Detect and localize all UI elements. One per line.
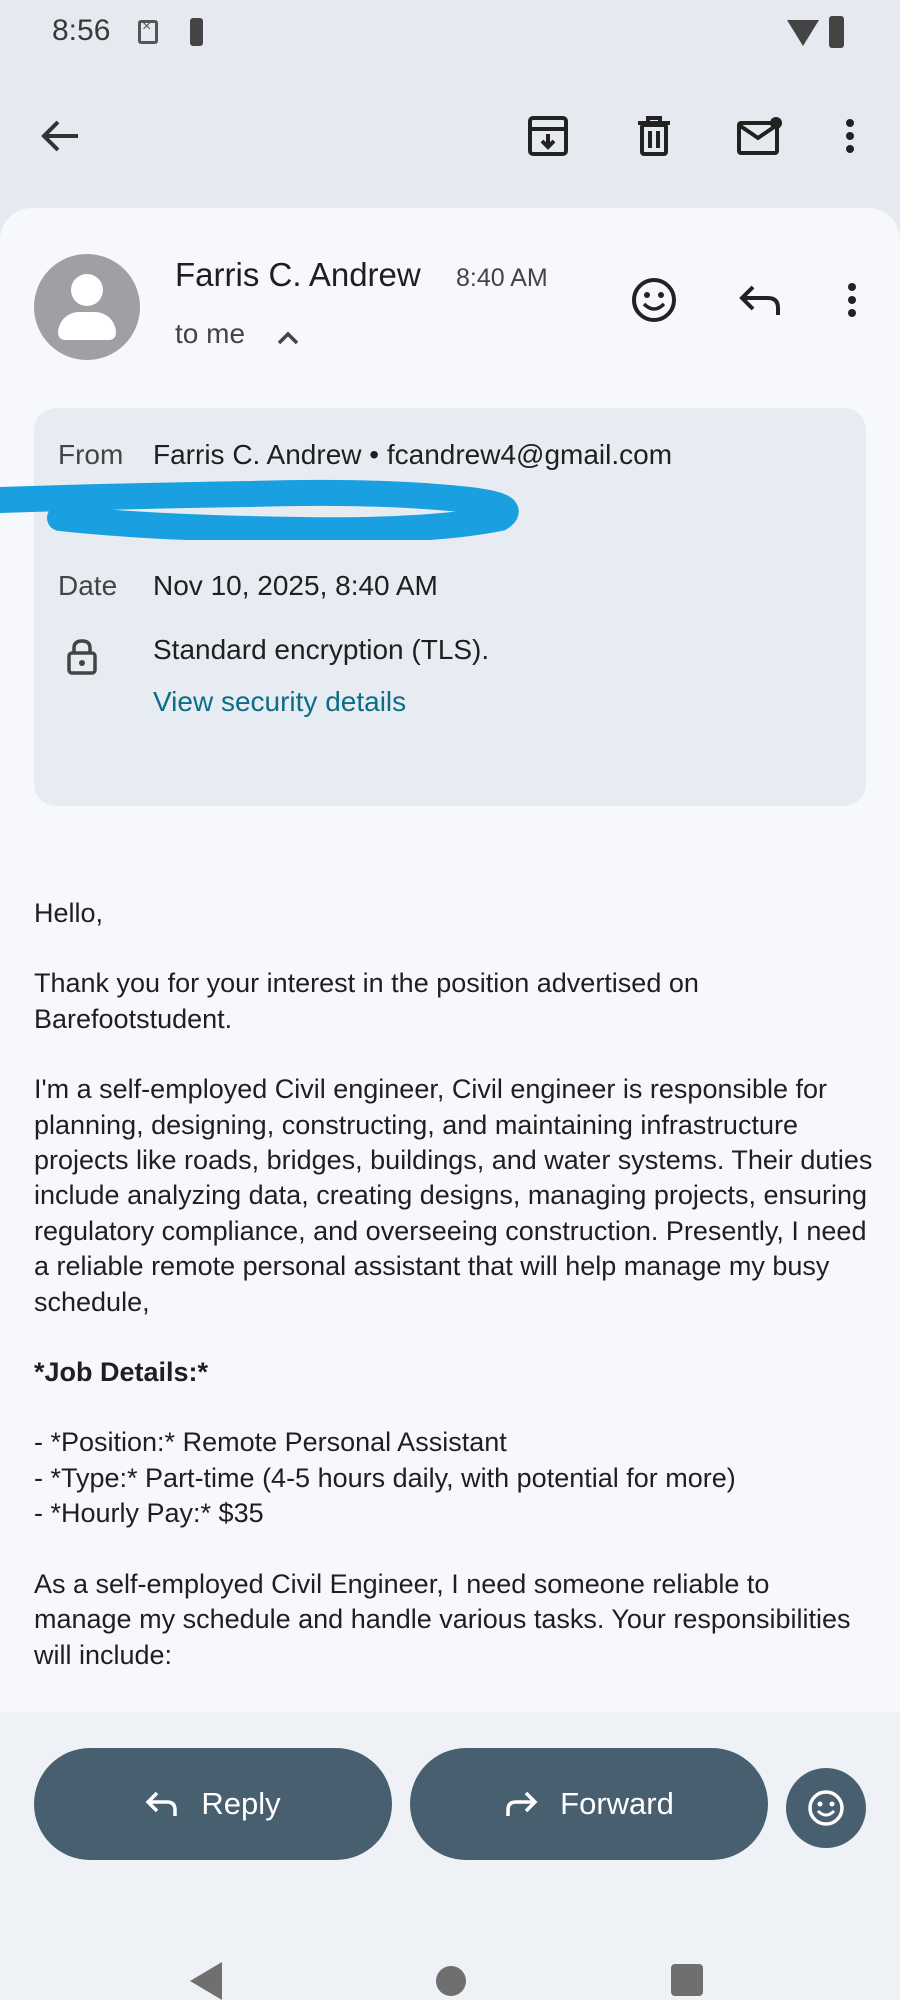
system-recents-icon[interactable] [671, 1964, 703, 1996]
system-home-icon[interactable] [436, 1966, 466, 1996]
greeting: Hello, [34, 898, 104, 928]
lock-icon [62, 636, 102, 676]
emoji-icon [807, 1789, 845, 1827]
from-label: From [58, 439, 124, 470]
forward-label: Forward [560, 1786, 674, 1821]
recipient-toggle[interactable]: to me [175, 318, 246, 349]
trash-icon[interactable] [624, 106, 684, 166]
sent-time: 8:40 AM [456, 264, 548, 292]
emoji-react-icon[interactable] [626, 272, 682, 328]
reply-label: Reply [201, 1786, 281, 1821]
status-bar [0, 0, 900, 70]
reply-icon[interactable] [732, 272, 788, 328]
paragraph-1: Thank you for your interest in the position advertised on Barefootstudent. [34, 968, 699, 1034]
date-label: Date [58, 570, 118, 601]
date-value: Nov 10, 2025, 8:40 AM [153, 570, 438, 601]
wifi-icon [787, 20, 819, 46]
back-arrow-icon[interactable] [30, 106, 90, 166]
sim-icon [138, 20, 158, 44]
email-body [34, 896, 874, 1708]
paragraph-3: As a self-employed Civil Engineer, I need someone reliable to manage my schedule and handle various tasks. Your responsibilities will include: [34, 1568, 851, 1670]
status-time: 8:56 [52, 14, 111, 47]
forward-button[interactable] [410, 1748, 768, 1860]
system-back-icon[interactable] [190, 1962, 222, 2000]
emoji-reaction-button[interactable] [786, 1768, 866, 1848]
view-security-details-link[interactable]: View security details [153, 686, 407, 717]
battery-small-icon [190, 18, 203, 46]
mark-unread-icon[interactable] [730, 106, 790, 166]
more-vert-icon[interactable] [820, 106, 880, 166]
job-details-heading: *Job Details:* [34, 1357, 209, 1388]
toolbar [0, 80, 900, 190]
job-details-list [34, 1425, 874, 1531]
encryption-text: Standard encryption (TLS). [153, 634, 490, 665]
list-item: - *Position:* Remote Personal Assistant [34, 1427, 507, 1458]
reply-button-icon [145, 1790, 179, 1818]
forward-button-icon [504, 1790, 538, 1818]
list-item: - *Type:* Part-time (4-5 hours daily, with potential for more) [34, 1462, 736, 1493]
archive-icon[interactable] [518, 106, 578, 166]
avatar[interactable] [34, 254, 140, 360]
paragraph-2: I'm a self-employed Civil engineer, Civil engineer is responsible for planning, designing, constructing, and maintaining infrastructure projects like roads, bridges, buildings, and water systems. Their duties include analyzing data, creating designs, managing projects, ensuring regulatory compliance, and overseeing construction. Presently, I need a reliable remote personal assistant that will help manage my busy schedule, [34, 1074, 873, 1317]
chevron-up-icon[interactable] [273, 326, 303, 350]
reply-button[interactable] [34, 1748, 392, 1860]
redaction-scribble [0, 470, 530, 540]
list-item: - *Hourly Pay:* $35 [34, 1498, 264, 1529]
sender-name: Farris C. Andrew [175, 256, 421, 293]
battery-icon [829, 16, 844, 48]
message-more-icon[interactable] [824, 272, 880, 328]
from-value: Farris C. Andrew • fcandrew4@gmail.com [153, 439, 673, 470]
message-details [34, 408, 866, 806]
